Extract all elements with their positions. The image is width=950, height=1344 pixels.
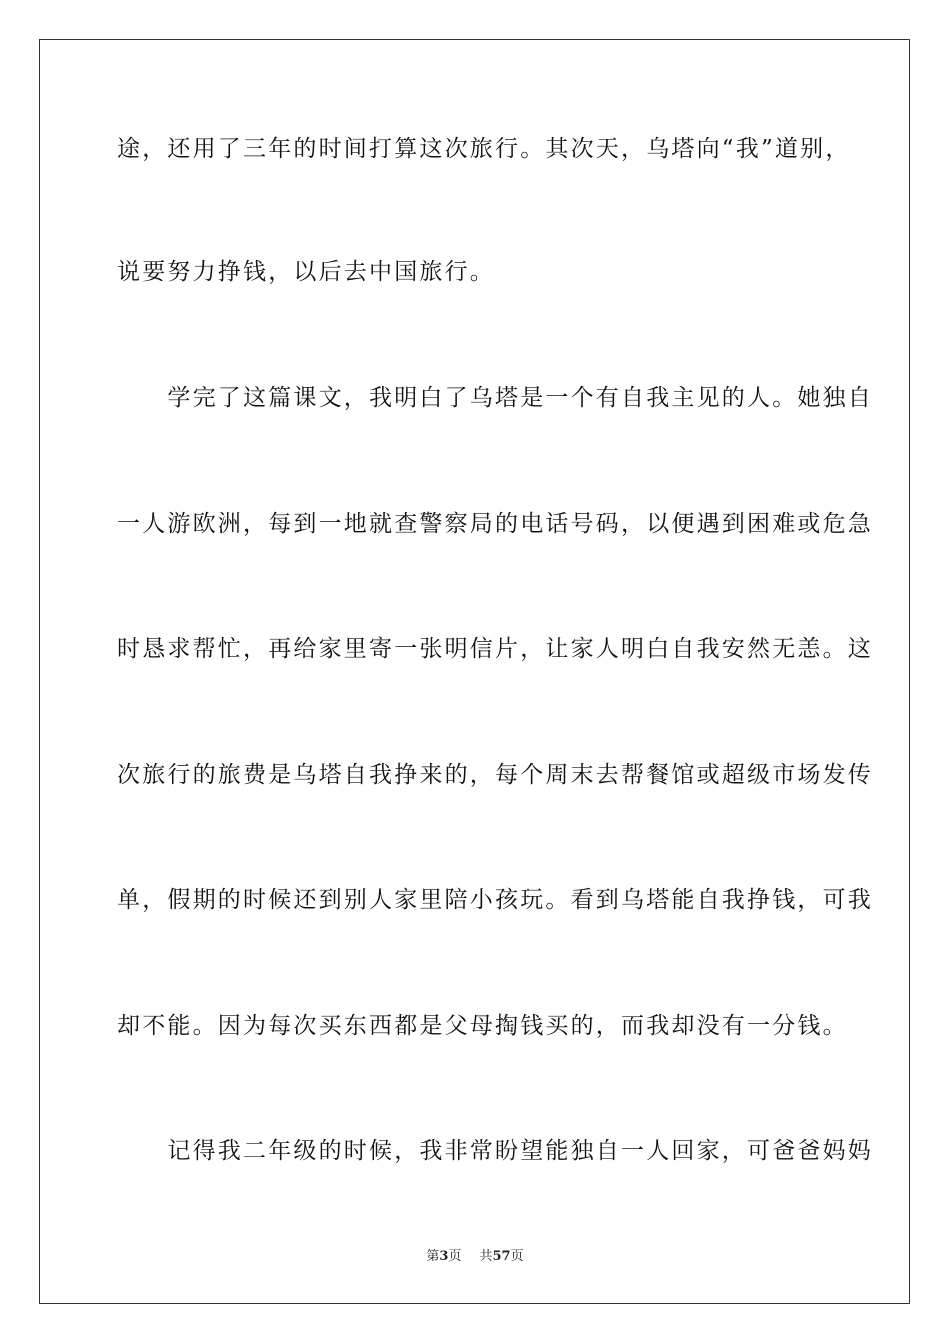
- text-line-8: 却不能。因为每次买东西都是父母掏钱买的，而我却没有一分钱。: [117, 1013, 848, 1039]
- total-suffix: 页: [510, 1249, 524, 1264]
- text-line-5: 时恳求帮忙，再给家里寄一张明信片，让家人明白自我安然无恙。这: [117, 636, 873, 662]
- total-prefix: 共: [479, 1249, 493, 1264]
- text-line-4: 一人游欧洲，每到一地就查警察局的电话号码，以便遇到困难或危急: [117, 511, 873, 537]
- page-border: [39, 39, 910, 1304]
- page-footer: [0, 1248, 950, 1266]
- text-line-7: 单，假期的时候还到别人家里陪小孩玩。看到乌塔能自我挣钱，可我: [117, 887, 873, 913]
- text-line-9: 记得我二年级的时候，我非常盼望能独自一人回家，可爸爸妈妈: [117, 1138, 873, 1164]
- text-line-3: 学完了这篇课文，我明白了乌塔是一个有自我主见的人。她独自: [117, 385, 873, 411]
- page-prefix: 第: [426, 1249, 440, 1264]
- total-pages: 57: [492, 1249, 511, 1264]
- text-line-2: 说要努力挣钱，以后去中国旅行。: [117, 259, 495, 285]
- page-number: 3: [439, 1249, 449, 1264]
- page-suffix: 页: [448, 1249, 462, 1264]
- text-line-6: 次旅行的旅费是乌塔自我挣来的，每个周末去帮餐馆或超级市场发传: [117, 762, 873, 788]
- text-line-1: 途，还用了三年的时间打算这次旅行。其次天，乌塔向“我”道别，: [117, 136, 851, 162]
